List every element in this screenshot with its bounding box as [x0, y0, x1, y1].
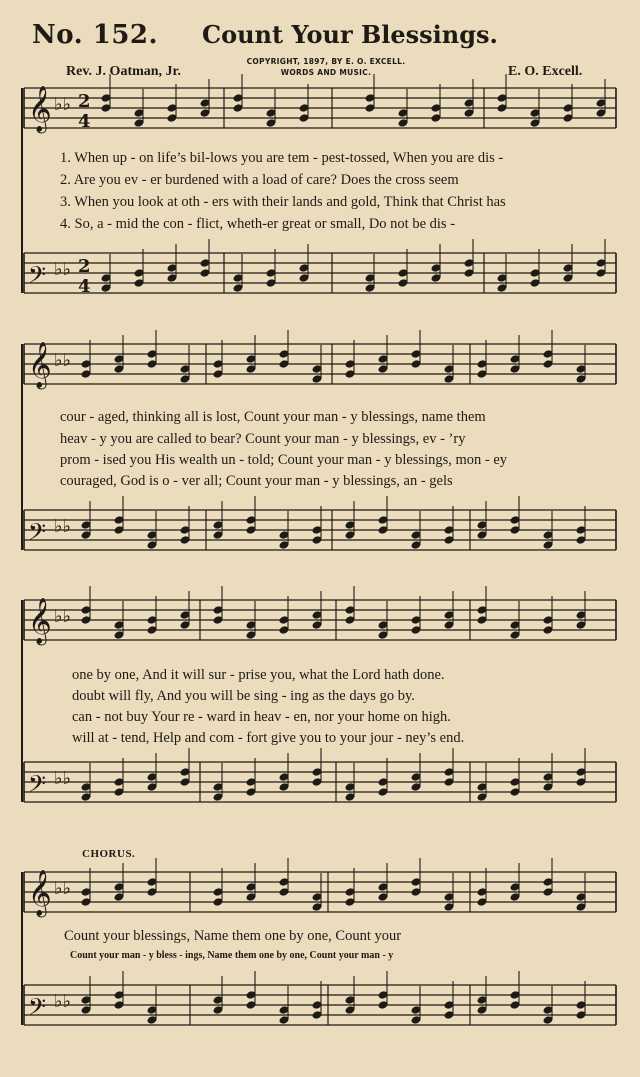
verse-line: 3. When you look at oth - ers with their lands and gold, Think that Christ has — [60, 194, 506, 210]
time-signature-bottom: 4 — [78, 276, 91, 297]
treble-clef-icon: 𝄞 — [28, 86, 52, 132]
chorus-label: CHORUS. — [82, 848, 136, 860]
treble-clef-icon: 𝄞 — [28, 598, 52, 644]
verse-line: 2. Are you ev - er burdened with a load of care? Does the cross seem — [60, 172, 459, 188]
time-signature-bottom: 4 — [78, 111, 91, 132]
key-signature-flats-icon: ♭♭ — [54, 94, 71, 115]
composer-credit: E. O. Excell. — [508, 64, 583, 79]
chorus-echo-line: Count your man - y bless - ings, Name them one by one, Count your man - y — [70, 950, 394, 961]
verse-line: prom - ised you His wealth un - told; Count your man - y blessings, mon - ey — [60, 452, 508, 468]
key-signature-flats-icon: ♭♭ — [54, 516, 71, 537]
verse-line: will at - tend, Help and com - fort give you to your jour - ney’s end. — [72, 730, 465, 746]
key-signature-flats-icon: ♭♭ — [54, 350, 71, 371]
key-signature-flats-icon: ♭♭ — [54, 991, 71, 1012]
time-signature-top: 2 — [78, 256, 91, 277]
bass-clef-icon: 𝄢 — [28, 518, 47, 551]
verse-line: can - not buy Your re - ward in heav - en, nor your home on high. — [72, 709, 451, 725]
key-signature-flats-icon: ♭♭ — [54, 259, 71, 280]
lyricist-credit: Rev. J. Oatman, Jr. — [66, 64, 181, 79]
time-signature-top: 2 — [78, 91, 91, 112]
verse-line: one by one, And it will sur - prise you, what the Lord hath done. — [72, 667, 445, 683]
verse-line: heav - y you are called to bear? Count your man - y blessings, ev - ’ry — [60, 431, 466, 447]
verse-line: 1. When up - on life’s bil-lows you are tem - pest-tossed, When you are dis - — [60, 150, 504, 166]
treble-clef-icon: 𝄞 — [28, 342, 52, 388]
bass-clef-icon: 𝄢 — [28, 770, 47, 803]
key-signature-flats-icon: ♭♭ — [54, 768, 71, 789]
chorus-line: Count your blessings, Name them one by one, Count your — [64, 928, 402, 944]
verse-line: couraged, God is o - ver all; Count your man - y blessings, an - gels — [60, 473, 453, 489]
verse-line: doubt will fly, And you will be sing - ing as the days go by. — [72, 688, 415, 704]
key-signature-flats-icon: ♭♭ — [54, 878, 71, 899]
hymn-number: No. 152. — [32, 20, 159, 50]
verse-line: 4. So, a - mid the con - flict, wheth-er great or small, Do not be dis - — [60, 216, 456, 232]
hymn-title: Count Your Blessings. — [202, 20, 498, 49]
treble-clef-icon: 𝄞 — [28, 870, 52, 916]
verse-line: cour - aged, thinking all is lost, Count your man - y blessings, name them — [60, 409, 486, 425]
bass-clef-icon: 𝄢 — [28, 261, 47, 294]
copyright-line-1: COPYRIGHT, 1897, BY E. O. EXCELL. — [246, 57, 406, 66]
bass-clef-icon: 𝄢 — [28, 993, 47, 1026]
key-signature-flats-icon: ♭♭ — [54, 606, 71, 627]
copyright-line-2: WORDS AND MUSIC. — [280, 68, 372, 77]
